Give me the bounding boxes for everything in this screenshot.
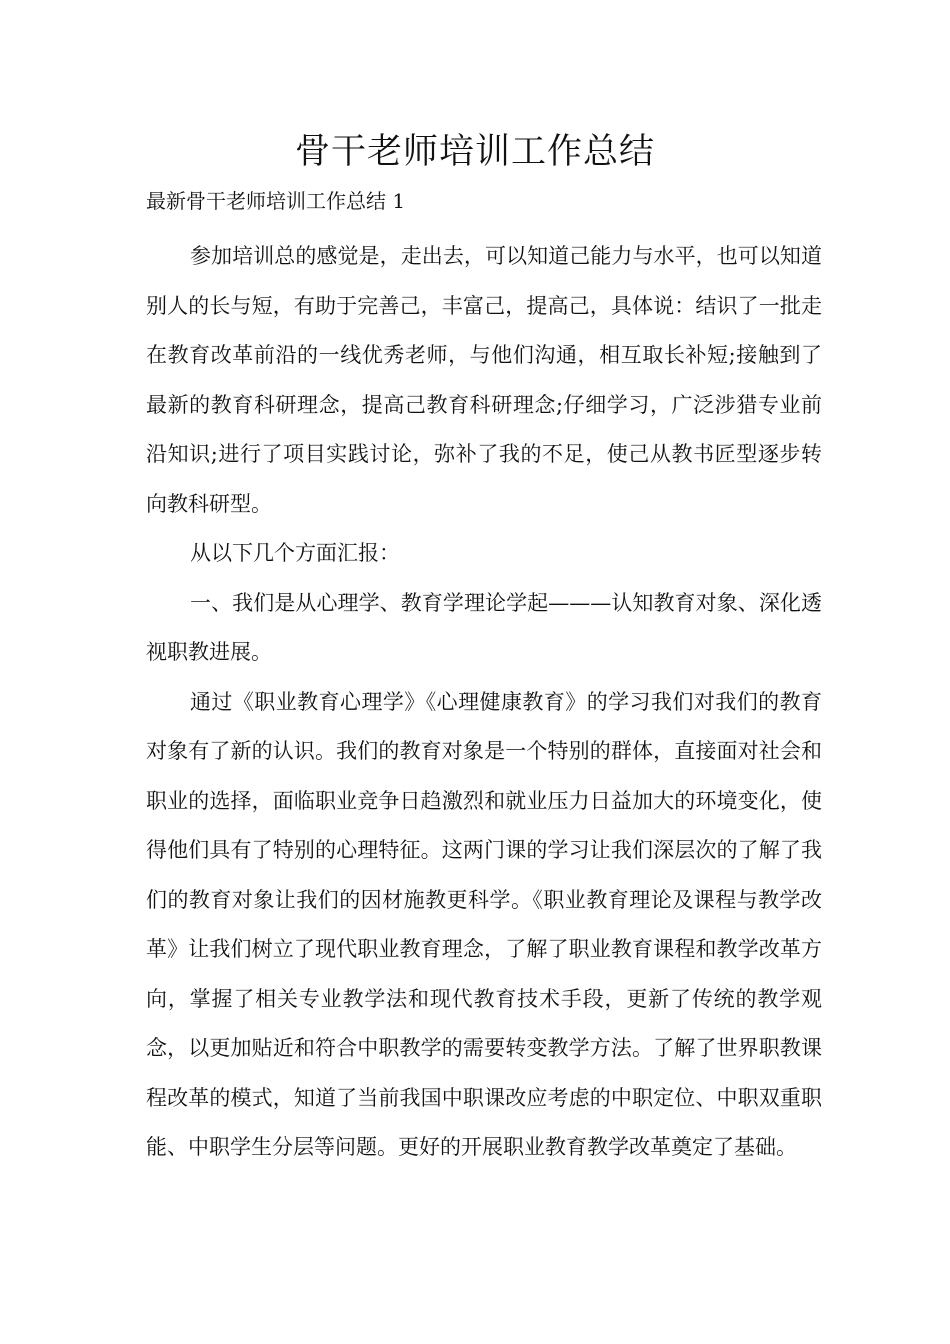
body-paragraph: 一、我们是从心理学、教育学理论学起———认知教育对象、深化透视职教进展。 (146, 590, 822, 664)
body-paragraph: 从以下几个方面汇报： (190, 541, 400, 565)
document-subtitle: 最新骨干老师培训工作总结 1 (146, 189, 406, 213)
body-paragraph: 通过《职业教育心理学》《心理健康教育》的学习我们对我们的教育对象有了新的认识。我们的教育对象是一个特别的群体，直接面对社会和职业的选择，面临职业竞争日趋激烈和就业压力日益加大的环境变化，使得他们具有了特别的心理特征。这两门课的学习让我们深层次的了解了我们的教育对象让我们的因材施教更科学。《职业教育理论及课程与教学改革》让我们树立了现代职业教育理念，了解了职业教育课程和教学改革方向，掌握了相关专业教学法和现代教育技术手段，更新了传统的教学观念，以更加贴近和符合中职教学的需要转变教学方法。了解了世界职教课程改革的模式，知道了当前我国中职课改应考虑的中职定位、中职双重职能、中职学生分层等问题。更好的开展职业教育教学改革奠定了基础。 (146, 689, 822, 1159)
document-title: 骨干老师培训工作总结 (294, 132, 655, 172)
document-body (146, 232, 822, 1173)
body-paragraph: 参加培训总的感觉是，走出去，可以知道己能力与水平，也可以知道别人的长与短，有助于完善己，丰富己，提高己，具体说：结识了一批走在教育改革前沿的一线优秀老师，与他们沟通，相互取长补短;接触到了最新的教育科研理念，提高己教育科研理念;仔细学习，广泛涉猎专业前沿知识;进行了项目实践讨论，弥补了我的不足，使己从教书匠型逐步转向教科研型。 (146, 244, 822, 516)
